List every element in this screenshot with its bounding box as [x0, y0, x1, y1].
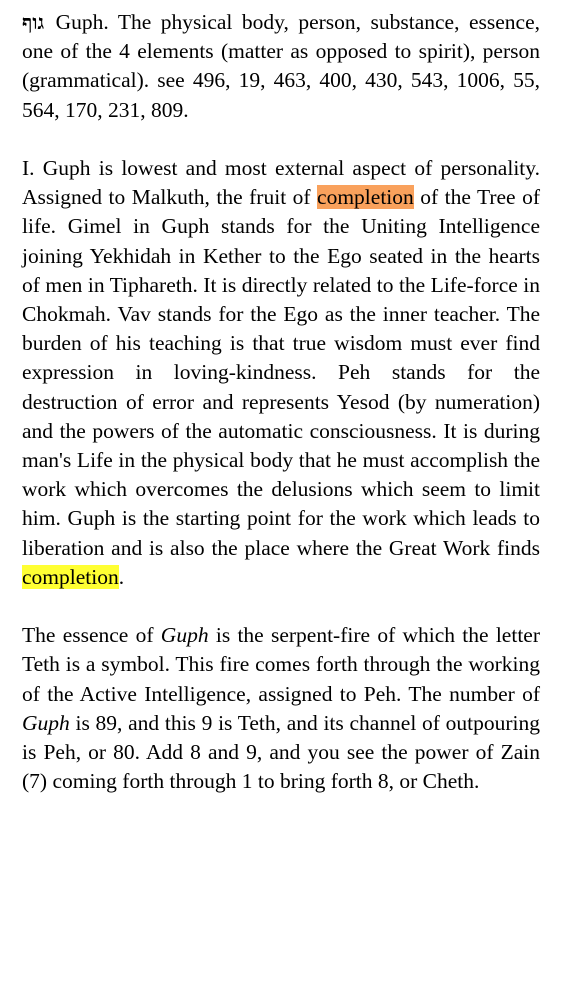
paragraph-guph-aspect [22, 154, 540, 592]
paragraph-1-text-b: of the Tree of life. Gimel in Guph stands for the Uniting Intelligence joining Yekhidah in Kether to the Ego seated in the hearts of men in Tiphareth. It is directly related to the Life-force in Chokmah. Vav stands for the Ego as the inner teacher. The burden of his teaching is that true wisdom must ever find expression in loving-kindness. Peh stands for the destruction of error and represents Yesod (by numeration) and the powers of the automatic consciousness. It is during man's Life in the physical body that he must accomplish the work which overcomes the delusions which seem to limit him. Guph is the starting point for the work which leads to liberation and is also the place where the Great Work finds [22, 185, 540, 560]
italic-guph-1: Guph [160, 623, 209, 648]
entry-definition [22, 8, 540, 125]
paragraph-1-text-a: I. Guph is lowest and most external aspect of personality. Assigned to Malkuth, the fruit of [22, 156, 540, 210]
paragraph-2-text-c: is 89, and this 9 is Teth, and its channel of outpouring is Peh, or 80. Add 8 and 9, and you see the power of Zain (7) coming forth through 1 to bring forth 8, or Cheth. [22, 710, 540, 794]
search-highlight-yellow[interactable]: completion [22, 564, 119, 589]
italic-guph-2: Guph [22, 710, 70, 735]
paragraph-1-text-c: . [118, 564, 125, 589]
search-highlight-orange[interactable]: completion [317, 185, 414, 210]
hebrew-headword: גוף [22, 10, 45, 34]
document-page [22, 8, 540, 826]
paragraph-2-text-b: is the serpent-fire of which the letter Teth is a symbol. This fire comes forth through the working of the Active Intelligence, assigned to Peh. The number of [22, 623, 540, 706]
paragraph-2-text-a: The essence of [22, 623, 161, 648]
paragraph-serpent-fire [22, 621, 540, 796]
definition-text: Guph. The physical body, person, substance, essence, one of the 4 elements (matter as opposed to spirit), person (grammatical). see 496, 19, 463, 400, 430, 543, 1006, 55, 564, 170, 231, 809. [22, 10, 540, 122]
